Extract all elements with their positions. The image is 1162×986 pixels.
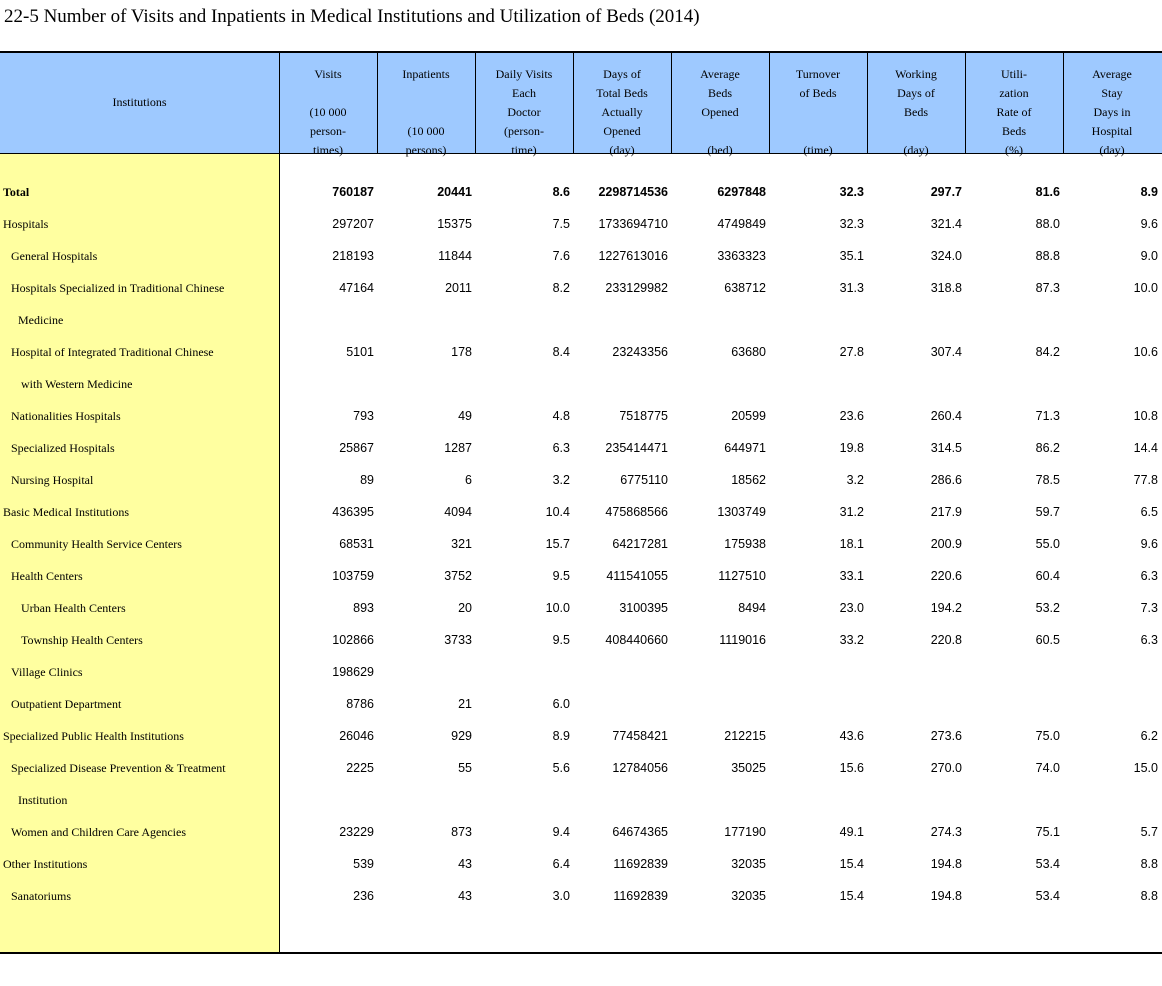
column-header-line: (day) — [903, 143, 929, 157]
cell-inpatients: 11844 — [438, 249, 472, 263]
cell-bed_days: 475868566 — [605, 505, 668, 519]
column-divider — [867, 53, 868, 153]
column-header-bed_days — [573, 53, 671, 157]
table-row — [0, 569, 1162, 601]
cell-bed_days: 3100395 — [619, 601, 668, 615]
cell-utilization: 75.1 — [1035, 825, 1060, 839]
cell-utilization: 84.2 — [1035, 345, 1060, 359]
cell-daily_visits: 6.3 — [552, 441, 570, 455]
column-header-line: Beds — [1002, 124, 1026, 138]
cell-visits: 103759 — [332, 569, 374, 583]
row-label: Women and Children Care Agencies — [11, 825, 186, 839]
cell-inpatients: 20441 — [437, 185, 472, 199]
row-label: with Western Medicine — [21, 377, 133, 391]
cell-bed_days: 1227613016 — [598, 249, 668, 263]
row-label: Basic Medical Institutions — [3, 505, 129, 519]
cell-avg_stay: 6.3 — [1140, 633, 1158, 647]
cell-turnover: 15.4 — [839, 889, 864, 903]
cell-daily_visits: 9.5 — [552, 569, 570, 583]
cell-utilization: 71.3 — [1035, 409, 1060, 423]
cell-bed_days: 23243356 — [612, 345, 668, 359]
cell-avg_beds: 644971 — [724, 441, 766, 455]
cell-utilization: 88.8 — [1035, 249, 1060, 263]
cell-working_days: 286.6 — [930, 473, 962, 487]
cell-daily_visits: 8.4 — [552, 345, 570, 359]
column-header-line: person- — [310, 124, 346, 138]
cell-avg_stay: 6.3 — [1140, 569, 1158, 583]
table-row — [0, 697, 1162, 729]
column-header-line: Inpatients — [402, 67, 450, 81]
cell-utilization: 59.7 — [1035, 505, 1060, 519]
cell-avg_stay: 14.4 — [1133, 441, 1158, 455]
column-header-line: Working — [895, 67, 937, 81]
cell-avg_beds: 20599 — [731, 409, 766, 423]
column-header-line: Days in — [1093, 105, 1131, 119]
cell-utilization: 87.3 — [1035, 281, 1060, 295]
table-row — [0, 729, 1162, 761]
cell-daily_visits: 10.4 — [545, 505, 570, 519]
table-row — [0, 665, 1162, 697]
cell-turnover: 33.1 — [839, 569, 864, 583]
cell-visits: 218193 — [332, 249, 374, 263]
cell-visits: 2225 — [346, 761, 374, 775]
cell-working_days: 194.8 — [930, 889, 962, 903]
table-row — [0, 505, 1162, 537]
column-divider — [573, 53, 574, 153]
cell-avg_stay: 5.7 — [1140, 825, 1158, 839]
column-header-line: Opened — [701, 105, 739, 119]
cell-daily_visits: 10.0 — [545, 601, 570, 615]
table-row — [0, 281, 1162, 313]
cell-avg_beds: 1127510 — [718, 569, 766, 583]
row-label: Health Centers — [11, 569, 83, 583]
cell-avg_beds: 175938 — [724, 537, 766, 551]
cell-daily_visits: 15.7 — [545, 537, 570, 551]
column-header-line: Average — [1092, 67, 1132, 81]
cell-visits: 236 — [353, 889, 374, 903]
cell-avg_beds: 1119016 — [719, 633, 766, 647]
table-row — [0, 761, 1162, 793]
column-header-line: zation — [999, 86, 1029, 100]
column-header-line: persons) — [405, 143, 447, 157]
cell-avg_beds: 4749849 — [717, 217, 766, 231]
cell-working_days: 220.8 — [930, 633, 962, 647]
cell-turnover: 32.3 — [839, 185, 864, 199]
cell-visits: 198629 — [332, 665, 374, 679]
cell-turnover: 3.2 — [846, 473, 864, 487]
column-header-line: Beds — [904, 105, 928, 119]
row-label: Institution — [18, 793, 68, 807]
cell-daily_visits: 5.6 — [552, 761, 570, 775]
cell-inpatients: 873 — [451, 825, 472, 839]
cell-bed_days: 411541055 — [606, 569, 668, 583]
column-header-line: (10 000 — [309, 105, 347, 119]
cell-inpatients: 1287 — [444, 441, 472, 455]
cell-avg_stay: 15.0 — [1133, 761, 1158, 775]
cell-inpatients: 43 — [458, 889, 472, 903]
cell-working_days: 274.3 — [930, 825, 962, 839]
cell-turnover: 18.1 — [839, 537, 864, 551]
row-label: Hospitals — [3, 217, 49, 231]
row-label: Hospital of Integrated Traditional Chinese — [11, 345, 214, 359]
cell-avg_beds: 32035 — [731, 889, 766, 903]
column-divider — [475, 53, 476, 153]
cell-daily_visits: 3.0 — [552, 889, 570, 903]
table-row — [0, 249, 1162, 281]
cell-working_days: 270.0 — [930, 761, 962, 775]
cell-avg_beds: 1303749 — [717, 505, 766, 519]
cell-daily_visits: 9.5 — [552, 633, 570, 647]
cell-avg_beds: 6297848 — [717, 185, 766, 199]
cell-utilization: 74.0 — [1035, 761, 1060, 775]
cell-inpatients: 49 — [458, 409, 472, 423]
cell-visits: 793 — [353, 409, 374, 423]
cell-visits: 893 — [353, 601, 374, 615]
table-row — [0, 377, 1162, 409]
cell-daily_visits: 7.6 — [552, 249, 570, 263]
cell-avg_stay: 6.5 — [1140, 505, 1158, 519]
table-row — [0, 473, 1162, 505]
cell-inpatients: 2011 — [445, 281, 472, 295]
cell-working_days: 217.9 — [930, 505, 962, 519]
cell-daily_visits: 7.5 — [552, 217, 570, 231]
column-header-line: Visits — [314, 67, 342, 81]
cell-turnover: 15.4 — [839, 857, 864, 871]
cell-utilization: 81.6 — [1035, 185, 1060, 199]
cell-visits: 539 — [353, 857, 374, 871]
table-row — [0, 825, 1162, 857]
table-row — [0, 185, 1162, 217]
cell-avg_stay: 10.8 — [1133, 409, 1158, 423]
cell-turnover: 23.6 — [839, 409, 864, 423]
column-header-line: Rate of — [996, 105, 1032, 119]
column-header-avg_beds — [671, 53, 769, 157]
cell-avg_beds: 32035 — [731, 857, 766, 871]
column-header-line: (%) — [1005, 143, 1023, 157]
column-divider — [769, 53, 770, 153]
cell-visits: 297207 — [332, 217, 374, 231]
column-divider — [1063, 53, 1064, 153]
cell-avg_beds: 3363323 — [717, 249, 766, 263]
cell-bed_days: 6775110 — [620, 473, 668, 487]
cell-avg_stay: 8.8 — [1140, 889, 1158, 903]
cell-bed_days: 11692839 — [613, 889, 668, 903]
cell-visits: 102866 — [332, 633, 374, 647]
row-label: Other Institutions — [3, 857, 88, 871]
cell-utilization: 86.2 — [1035, 441, 1060, 455]
cell-visits: 5101 — [346, 345, 374, 359]
cell-visits: 47164 — [339, 281, 374, 295]
cell-inpatients: 15375 — [437, 217, 472, 231]
cell-bed_days: 233129982 — [605, 281, 668, 295]
column-divider — [377, 53, 378, 153]
cell-daily_visits: 6.0 — [552, 697, 570, 711]
table-row — [0, 793, 1162, 825]
cell-visits: 68531 — [339, 537, 374, 551]
cell-bed_days: 7518775 — [619, 409, 668, 423]
cell-utilization: 78.5 — [1035, 473, 1060, 487]
table-row — [0, 857, 1162, 889]
cell-inpatients: 3752 — [444, 569, 472, 583]
cell-inpatients: 21 — [458, 697, 472, 711]
cell-avg_stay: 6.2 — [1140, 729, 1158, 743]
cell-utilization: 53.4 — [1035, 857, 1060, 871]
cell-bed_days: 235414471 — [605, 441, 668, 455]
cell-avg_stay: 10.6 — [1133, 345, 1158, 359]
cell-turnover: 31.3 — [839, 281, 864, 295]
cell-visits: 26046 — [339, 729, 374, 743]
column-divider — [671, 53, 672, 153]
cell-bed_days: 11692839 — [613, 857, 668, 871]
cell-visits: 8786 — [346, 697, 374, 711]
cell-avg_beds: 63680 — [731, 345, 766, 359]
cell-avg_stay: 9.6 — [1140, 537, 1158, 551]
table-row — [0, 409, 1162, 441]
cell-turnover: 27.8 — [839, 345, 864, 359]
cell-working_days: 260.4 — [930, 409, 962, 423]
column-header-line: Stay — [1101, 86, 1123, 100]
cell-daily_visits: 4.8 — [552, 409, 570, 423]
column-header-line: (10 000 — [407, 124, 445, 138]
column-divider — [965, 53, 966, 153]
row-label: Total — [3, 185, 30, 199]
cell-utilization: 55.0 — [1035, 537, 1060, 551]
cell-working_days: 307.4 — [930, 345, 962, 359]
row-label: Outpatient Department — [11, 697, 122, 711]
cell-inpatients: 3733 — [444, 633, 472, 647]
column-header-line: (day) — [1099, 143, 1125, 157]
row-label: Medicine — [18, 313, 64, 327]
cell-bed_days: 77458421 — [612, 729, 668, 743]
table-row — [0, 633, 1162, 665]
column-header-line: Each — [512, 86, 536, 100]
cell-daily_visits: 8.9 — [552, 729, 570, 743]
column-header-turnover — [769, 53, 867, 157]
cell-avg_stay: 8.9 — [1140, 185, 1158, 199]
cell-working_days: 324.0 — [930, 249, 962, 263]
cell-bed_days: 12784056 — [612, 761, 668, 775]
row-label: Specialized Public Health Institutions — [3, 729, 184, 743]
cell-daily_visits: 9.4 — [552, 825, 570, 839]
row-label: Hospitals Specialized in Traditional Chinese — [11, 281, 225, 295]
row-label: Sanatoriums — [11, 889, 71, 903]
table-row — [0, 313, 1162, 345]
cell-visits: 89 — [360, 473, 374, 487]
column-header-line: (time) — [803, 143, 833, 157]
table-row — [0, 345, 1162, 377]
row-label: Specialized Disease Prevention & Treatment — [11, 761, 226, 775]
cell-daily_visits: 8.2 — [552, 281, 570, 295]
row-label: Village Clinics — [11, 665, 83, 679]
cell-avg_beds: 177190 — [724, 825, 766, 839]
cell-visits: 23229 — [339, 825, 374, 839]
cell-avg_stay: 10.0 — [1133, 281, 1158, 295]
cell-inpatients: 178 — [451, 345, 472, 359]
cell-working_days: 321.4 — [930, 217, 962, 231]
column-header-line: (person- — [504, 124, 544, 138]
row-label: Urban Health Centers — [21, 601, 126, 615]
table-row — [0, 601, 1162, 633]
cell-avg_beds: 18562 — [731, 473, 766, 487]
cell-inpatients: 929 — [451, 729, 472, 743]
row-label: Community Health Service Centers — [11, 537, 182, 551]
cell-avg_stay: 9.6 — [1140, 217, 1158, 231]
column-header-line: Beds — [708, 86, 732, 100]
cell-utilization: 75.0 — [1035, 729, 1060, 743]
cell-daily_visits: 8.6 — [552, 185, 570, 199]
cell-working_days: 194.8 — [930, 857, 962, 871]
cell-daily_visits: 3.2 — [552, 473, 570, 487]
stub-header: Institutions — [112, 95, 167, 109]
cell-utilization: 60.4 — [1035, 569, 1060, 583]
cell-utilization: 88.0 — [1035, 217, 1060, 231]
cell-avg_beds: 35025 — [731, 761, 766, 775]
cell-turnover: 15.6 — [839, 761, 864, 775]
cell-avg_stay: 8.8 — [1140, 857, 1158, 871]
cell-turnover: 23.0 — [839, 601, 864, 615]
column-header-daily_visits — [475, 53, 573, 157]
cell-working_days: 318.8 — [930, 281, 962, 295]
column-header-line: Actually — [601, 105, 643, 119]
column-header-utilization — [965, 53, 1063, 157]
cell-turnover: 32.3 — [839, 217, 864, 231]
cell-working_days: 194.2 — [930, 601, 962, 615]
cell-turnover: 35.1 — [839, 249, 864, 263]
cell-turnover: 31.2 — [839, 505, 864, 519]
table-row — [0, 217, 1162, 249]
column-header-line: Opened — [603, 124, 641, 138]
cell-bed_days: 408440660 — [605, 633, 668, 647]
column-header-line: Doctor — [507, 105, 541, 119]
table-title: 22-5 Number of Visits and Inpatients in Medical Institutions and Utilization of Beds (2014) — [4, 6, 700, 27]
cell-working_days: 220.6 — [930, 569, 962, 583]
cell-utilization: 60.5 — [1035, 633, 1060, 647]
cell-daily_visits: 6.4 — [552, 857, 570, 871]
cell-turnover: 43.6 — [839, 729, 864, 743]
column-header-line: (bed) — [707, 143, 733, 157]
cell-avg_stay: 7.3 — [1140, 601, 1158, 615]
column-header-line: Daily Visits — [495, 67, 553, 81]
cell-inpatients: 4094 — [444, 505, 472, 519]
row-label: Specialized Hospitals — [11, 441, 115, 455]
row-label: Township Health Centers — [21, 633, 143, 647]
column-header-line: Average — [700, 67, 740, 81]
cell-visits: 25867 — [339, 441, 374, 455]
cell-visits: 436395 — [332, 505, 374, 519]
cell-inpatients: 55 — [458, 761, 472, 775]
table-row — [0, 537, 1162, 569]
row-label: General Hospitals — [11, 249, 98, 263]
cell-utilization: 53.2 — [1035, 601, 1060, 615]
column-header-line: Days of — [897, 86, 935, 100]
cell-avg_stay: 9.0 — [1140, 249, 1158, 263]
column-header-line: Total Beds — [596, 86, 648, 100]
cell-working_days: 273.6 — [930, 729, 962, 743]
row-label: Nursing Hospital — [11, 473, 94, 487]
column-header-line: of Beds — [799, 86, 837, 100]
cell-working_days: 200.9 — [930, 537, 962, 551]
column-header-inpatients — [377, 53, 475, 157]
cell-bed_days: 64674365 — [612, 825, 668, 839]
column-header-avg_stay — [1063, 53, 1161, 157]
column-header-line: times) — [313, 143, 343, 157]
cell-turnover: 19.8 — [839, 441, 864, 455]
column-header-line: Turnover — [795, 67, 841, 81]
cell-bed_days: 2298714536 — [598, 185, 668, 199]
cell-bed_days: 1733694710 — [598, 217, 668, 231]
cell-bed_days: 64217281 — [612, 537, 668, 551]
cell-turnover: 33.2 — [839, 633, 864, 647]
column-header-line: time) — [511, 143, 537, 157]
column-header-line: (day) — [609, 143, 635, 157]
bottom-rule — [0, 952, 1162, 954]
cell-avg_beds: 8494 — [738, 601, 766, 615]
cell-avg_beds: 212215 — [724, 729, 766, 743]
cell-avg_stay: 77.8 — [1133, 473, 1158, 487]
cell-avg_beds: 638712 — [724, 281, 766, 295]
column-header-visits — [279, 53, 377, 157]
table-row — [0, 441, 1162, 473]
cell-working_days: 314.5 — [930, 441, 962, 455]
table-row — [0, 889, 1162, 921]
cell-utilization: 53.4 — [1035, 889, 1060, 903]
cell-inpatients: 6 — [465, 473, 472, 487]
cell-visits: 760187 — [332, 185, 374, 199]
column-header-line: Utili- — [1001, 67, 1027, 81]
column-header-working_days — [867, 53, 965, 157]
cell-inpatients: 321 — [451, 537, 472, 551]
row-label: Nationalities Hospitals — [11, 409, 121, 423]
cell-inpatients: 43 — [458, 857, 472, 871]
column-header-line: Hospital — [1091, 124, 1133, 138]
cell-working_days: 297.7 — [930, 185, 962, 199]
cell-inpatients: 20 — [458, 601, 472, 615]
column-header-line: Days of — [603, 67, 641, 81]
cell-turnover: 49.1 — [839, 825, 864, 839]
